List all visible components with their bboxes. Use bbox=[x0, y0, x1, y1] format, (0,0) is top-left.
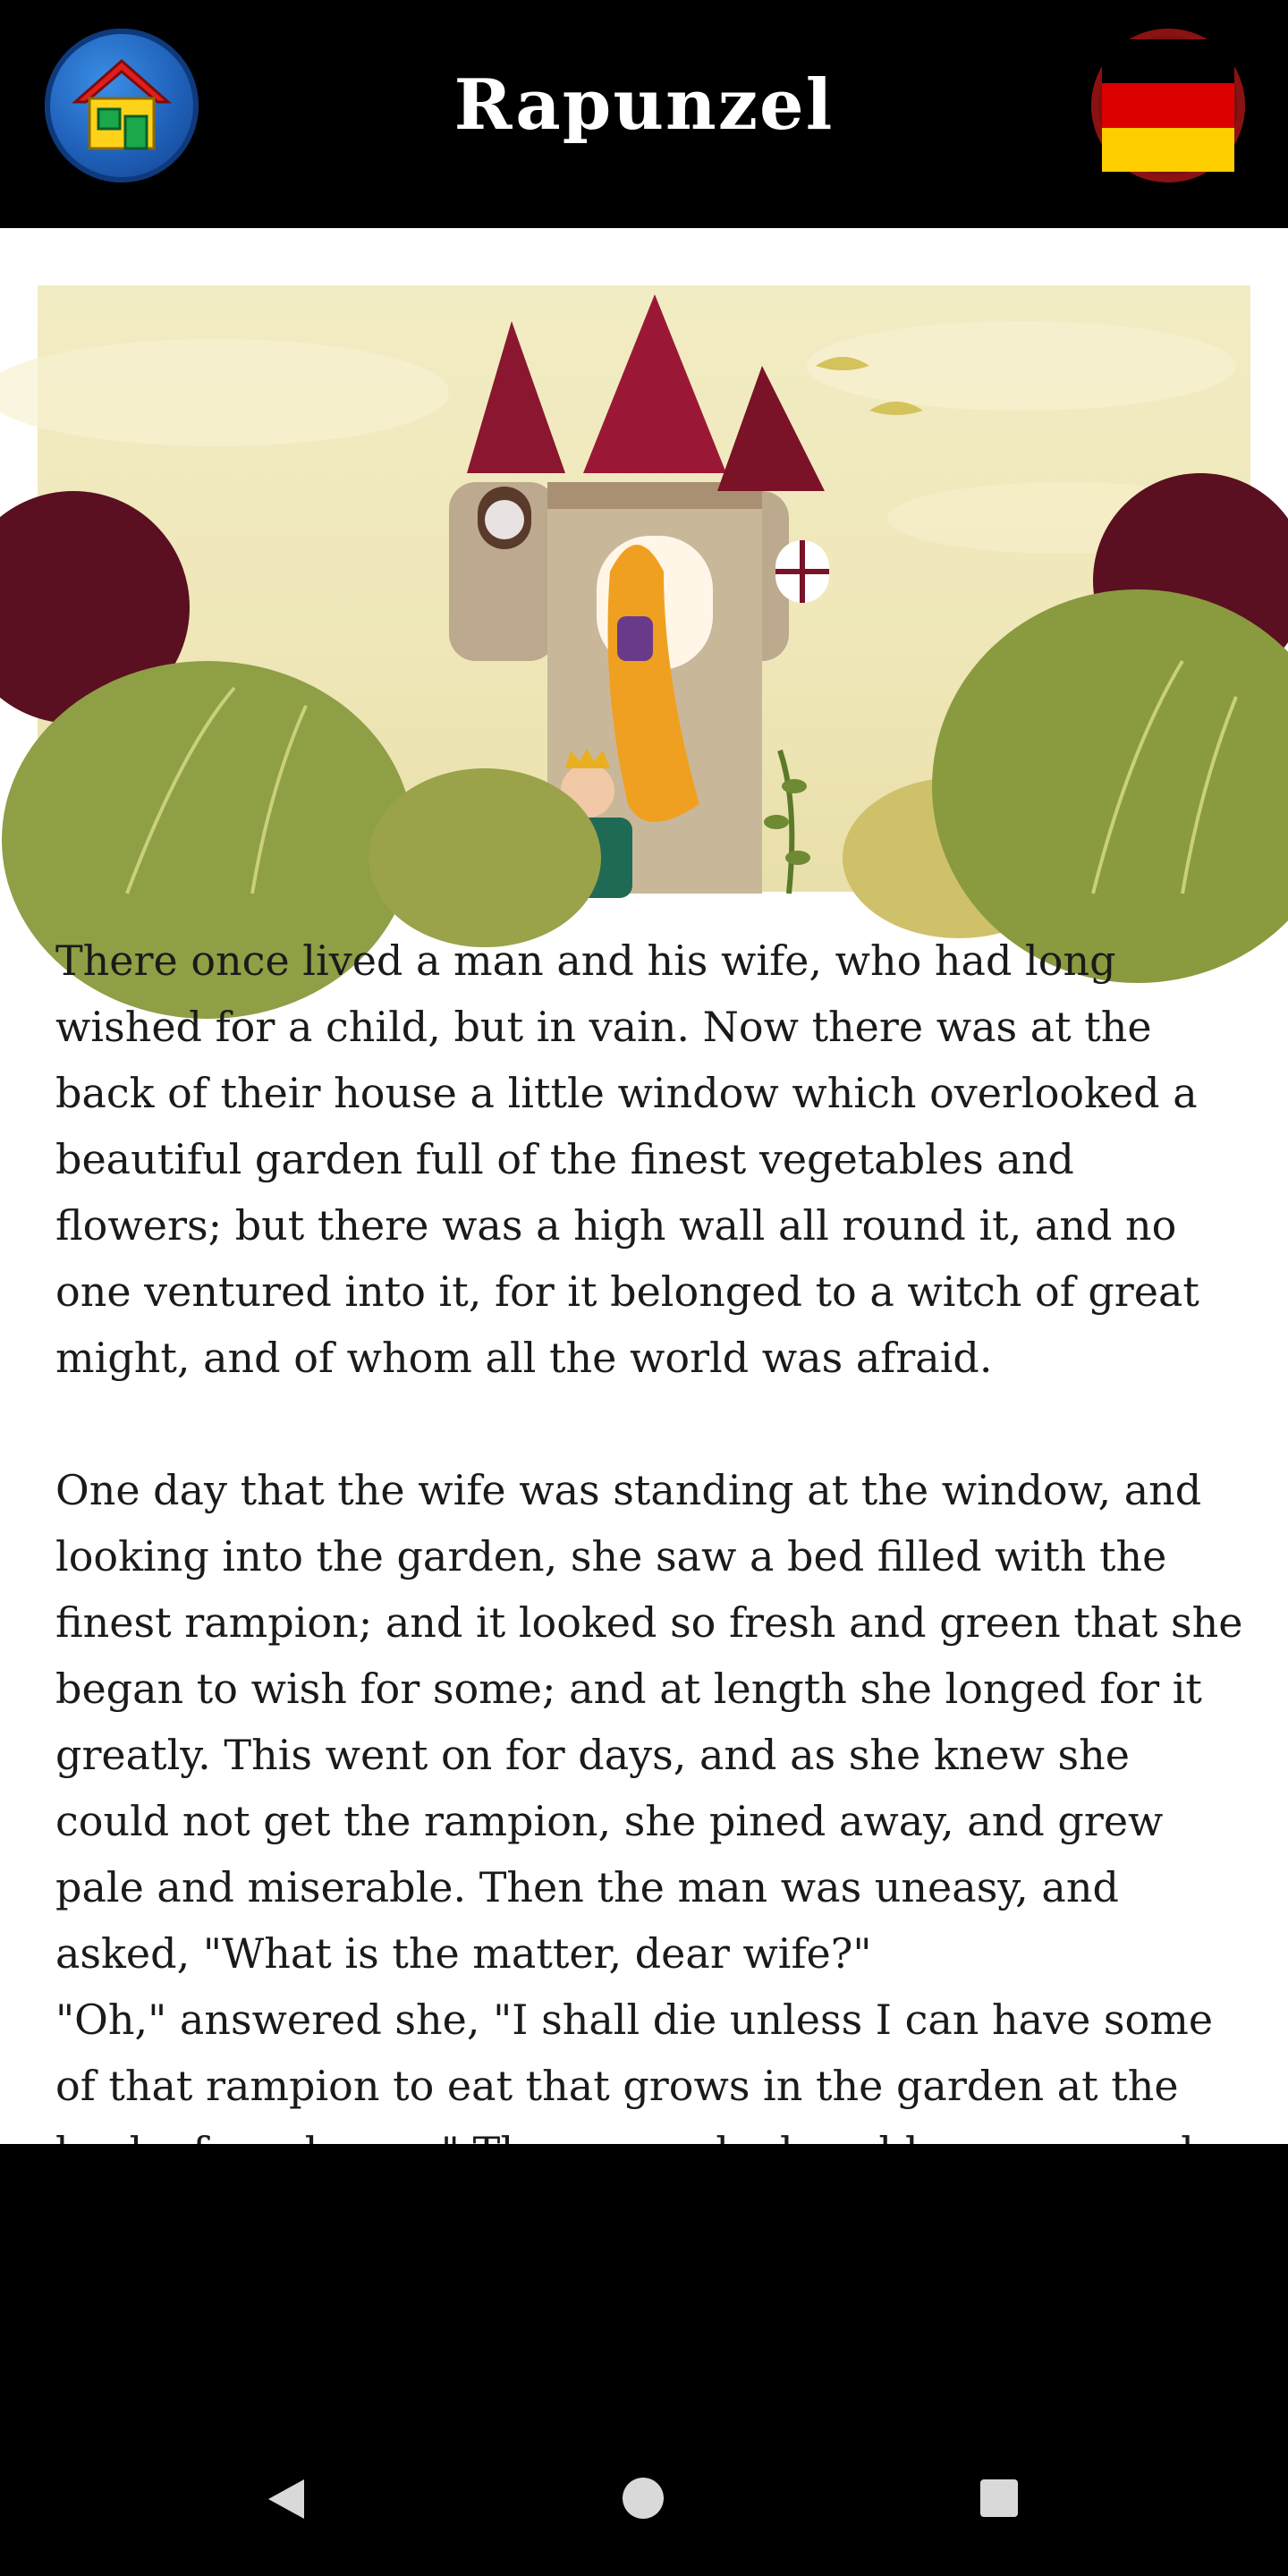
back-triangle-icon[interactable] bbox=[267, 2478, 306, 2521]
story-paragraph: There once lived a man and his wife, who had long wished for a child, but in vain. Now there was at the back of their house a little window which overlooked a beautiful garden full of the finest vegetables and flowers; but there was a high wall all round it, and no one ventured into it, for it belonged to a witch of great might, and of whom all the world was afraid. bbox=[55, 936, 1199, 1382]
home-circle-icon[interactable] bbox=[623, 2478, 664, 2519]
rapunzel-tower-illustration bbox=[38, 285, 1250, 892]
story-paragraph: "Oh," answered she, "I shall die unless I can have some of that rampion to eat that grows in the garden at the bbox=[55, 1996, 1214, 2110]
german-flag-icon bbox=[1102, 39, 1234, 172]
language-button[interactable] bbox=[1091, 29, 1245, 182]
story-content[interactable] bbox=[0, 228, 1288, 2144]
app-header bbox=[0, 0, 1288, 228]
recents-square-icon[interactable] bbox=[980, 2479, 1018, 2517]
story-paragraph: One day that the wife was standing at the window, and looking into the garden, she saw a bed filled with the finest rampion; and it looked so fresh and green that she began to wish for some; and at length she longed for it greatly. This went on for days, and as she knew she could not get the rampion, she pined away, and grew pale and miserable. Then the man was uneasy, and asked, "What is the matter, dear wife?" bbox=[55, 1466, 1243, 1978]
story-text bbox=[55, 928, 1245, 2318]
page-title: Rapunzel bbox=[453, 64, 835, 146]
